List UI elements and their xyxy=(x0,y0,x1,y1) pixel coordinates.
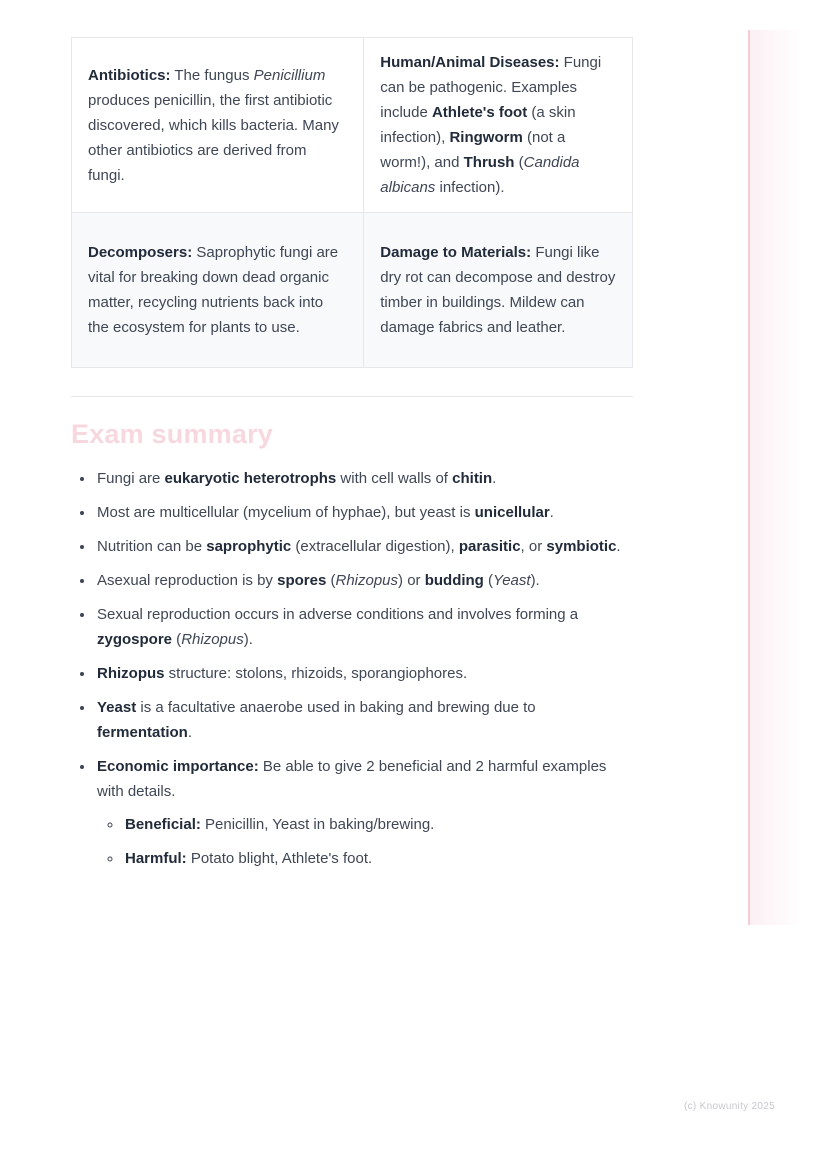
list-item: • Yeast is a facultative anaerobe used in baking and brewing due to fermentation. xyxy=(95,695,633,745)
table-cell: Decomposers: Saprophytic fungi are vital for breaking down dead organic matter, recycling nutrients back into the ecosystem for plants to use. xyxy=(72,213,364,368)
exam-summary-heading: Exam summary xyxy=(71,419,274,449)
table-cell: Damage to Materials: Fungi like dry rot can decompose and destroy timber in buildings. Mildew can damage fabrics and leather. xyxy=(364,213,633,368)
document-content xyxy=(71,37,633,880)
list-item: • Fungi are eukaryotic heterotrophs with cell walls of chitin. xyxy=(95,466,633,491)
list-item: • Rhizopus structure: stolons, rhizoids, sporangiophores. xyxy=(95,661,633,686)
exam-summary-list xyxy=(71,466,633,871)
fungi-info-table xyxy=(71,37,633,368)
list-item: • Asexual reproduction is by spores (Rhizopus) or budding (Yeast). xyxy=(95,568,633,593)
section-divider xyxy=(71,396,633,397)
table-row xyxy=(72,213,633,368)
info-table-body xyxy=(72,38,633,368)
list-item: • Nutrition can be saprophytic (extracellular digestion), parasitic, or symbiotic. xyxy=(95,534,633,559)
table-cell: Human/Animal Diseases: Fungi can be pathogenic. Examples include Athlete's foot (a skin infection), Ringworm (not a worm!), and Thrush (Candida albicans infection). xyxy=(364,38,633,213)
table-row xyxy=(72,38,633,213)
sub-list xyxy=(97,812,633,871)
list-item: • Economic importance: Be able to give 2 beneficial and 2 harmful examples with details. ◦ Beneficial: Penicillin, Yeast in baking/brewing. ◦ Harmful: Potato blight, Athlete's foot. xyxy=(95,754,633,871)
copyright-footer: (c) Knowunity 2025 xyxy=(683,1101,775,1112)
table-cell: Antibiotics: The fungus Penicillium produces penicillin, the first antibiotic discovered, which kills bacteria. Many other antibiotics are derived from fungi. xyxy=(72,38,364,213)
list-item: • Most are multicellular (mycelium of hyphae), but yeast is unicellular. xyxy=(95,500,633,525)
page-edge-line xyxy=(748,30,750,925)
page-edge-wash xyxy=(750,30,802,925)
sub-list-item: ◦ Harmful: Potato blight, Athlete's foot. xyxy=(123,846,633,871)
list-item: • Sexual reproduction occurs in adverse conditions and involves forming a zygospore (Rhizopus). xyxy=(95,602,633,652)
sub-list-item: ◦ Beneficial: Penicillin, Yeast in baking/brewing. xyxy=(123,812,633,837)
